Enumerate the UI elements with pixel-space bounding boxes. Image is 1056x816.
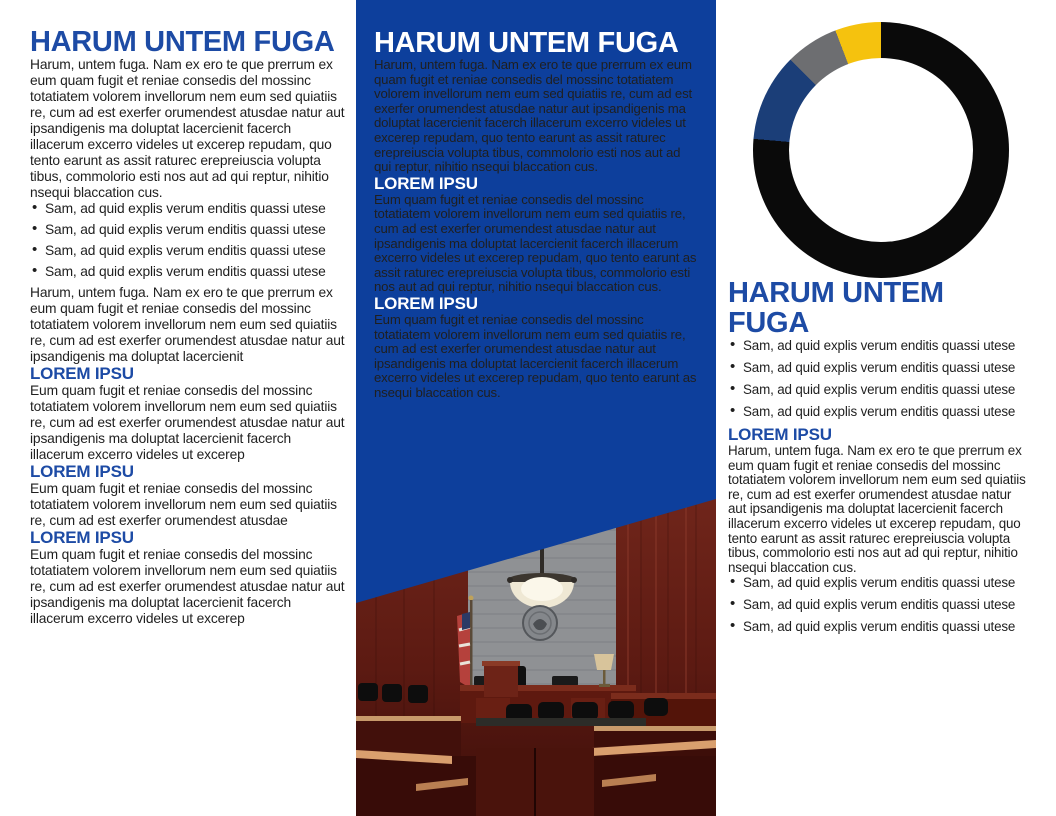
bullet-item: • Sam, ad quid explis verum enditis quassi utese (30, 201, 346, 217)
center-intro-paragraph: Harum, untem fuga. Nam ex ero te que prerrum ex eum quam fugit et reniae consedis del mossinc totatiatem volorem invellorum nem eum sed quiatiis re, cum ad est exerfer orumendest atusdae natur aut ipsandigenis ma doluptat lacercienit facerch illacerum excerro videles ut excerep repudam, quo tento earunt as assit raturec erepreiuscia volupta tibus, commolorio esti nos aut ad qui reptur, nihitio nsequi blaccation cus. (374, 57, 693, 175)
left-section-3-heading: LOREM IPSU (30, 528, 134, 547)
left-section-2-heading: LOREM IPSU (30, 462, 134, 481)
left-bullet-list (30, 201, 346, 280)
left-section-3-body: Eum quam fugit et reniae consedis del mossinc totatiatem volorem invellorum nem eum sed quiatiis re, cum ad est exerfer orumendest atusdae natur aut ipsandigenis ma doluptat lacercienit facerch illacerum excerro videles ut excerep (30, 547, 345, 626)
left-second-paragraph: Harum, untem fuga. Nam ex ero te que prerrum ex eum quam fugit et reniae consedis del mossinc totatiatem volorem invellorum nem eum sed quiatiis re, cum ad est exerfer orumendest atusdae natur aut ipsandigenis ma doluptat lacercienit (30, 285, 345, 364)
left-section-1-body: Eum quam fugit et reniae consedis del mossinc totatiatem volorem invellorum nem eum sed quiatiis re, cum ad est exerfer orumendest atusdae natur aut ipsandigenis ma doluptat lacercienit facerch illacerum excerro videles ut excerep (30, 383, 345, 462)
right-bullet-list-bottom (728, 575, 1026, 634)
center-section-1-body: Eum quam fugit et reniae consedis del mossinc totatiatem volorem invellorum nem eum sed quiatiis re, cum ad est exerfer orumendest atusdae natur aut ipsandigenis ma doluptat lacercienit facerch illacerum excerro videles ut excerep repudam, quo tento earunt as assit raturec erepreiuscia volupta tibus, commolorio esti nos aut ad qui reptur, nihitio nsequi blaccation cus. (374, 191, 697, 295)
right-panel (716, 0, 1056, 816)
donut-hole (789, 58, 973, 242)
bullet-item: • Sam, ad quid explis verum enditis quassi utese (30, 243, 346, 259)
center-section-2-heading: LOREM IPSU (374, 293, 478, 313)
center-panel (356, 0, 716, 816)
bullet-item: • Sam, ad quid explis verum enditis quassi utese (30, 222, 346, 238)
left-section-1-heading: LOREM IPSU (30, 364, 134, 383)
right-panel-title: HARUM UNTEM FUGA (728, 277, 944, 339)
left-section-2-body: Eum quam fugit et reniae consedis del mossinc totatiatem volorem invellorum nem eum sed quiatiis re, cum ad est exerfer orumendest atusdae (30, 481, 337, 528)
bullet-item: • Sam, ad quid explis verum enditis quassi utese (728, 338, 1026, 353)
center-section-1-heading: LOREM IPSU (374, 173, 478, 193)
courtroom-seal (523, 606, 557, 640)
bullet-item: • Sam, ad quid explis verum enditis quassi utese (728, 404, 1026, 419)
right-section-heading: LOREM IPSU (728, 425, 832, 444)
bullet-item: • Sam, ad quid explis verum enditis quassi utese (30, 264, 346, 280)
bullet-item: • Sam, ad quid explis verum enditis quassi utese (728, 597, 1026, 612)
center-panel-title: HARUM UNTEM FUGA (374, 27, 679, 59)
bullet-item: • Sam, ad quid explis verum enditis quassi utese (728, 382, 1026, 397)
left-panel (0, 0, 356, 816)
left-intro-paragraph: Harum, untem fuga. Nam ex ero te que prerrum ex eum quam fugit et reniae consedis del mossinc totatiatem volorem invellorum nem eum sed quiatiis re, cum ad est exerfer orumendest atusdae natur aut ipsandigenis ma doluptat lacercienit facerch illacerum excerro videles ut excerep repudam, quo tento earunt as assit raturec erepreiuscia volupta tibus, commolorio esti nos aut ad qui reptur, nihitio nsequi blaccation cus. (30, 57, 345, 200)
center-panel-content (356, 0, 716, 400)
right-section-body: Harum, untem fuga. Nam ex ero te que prerrum ex eum quam fugit et reniae consedis del mossinc totatiatem volorem invellorum nem eum sed quiatiis re, cum ad est exerfer orumendest atusdae natur aut ipsandigenis ma doluptat lacercienit facerch illacerum excerro videles ut excerep repudam, quo tento earunt as assit raturec erepreiuscia volupta tibus, commolorio esti nos aut ad qui reptur, nihitio nsequi blaccation cus. (728, 443, 1026, 575)
bullet-item: • Sam, ad quid explis verum enditis quassi utese (728, 619, 1026, 634)
bullet-item: • Sam, ad quid explis verum enditis quassi utese (728, 360, 1026, 375)
center-section-2-body: Eum quam fugit et reniae consedis del mossinc totatiatem volorem invellorum nem eum sed quiatiis re, cum ad est exerfer orumendest atusdae natur aut ipsandigenis ma doluptat lacercienit facerch illacerum excerro videles ut excerep repudam, quo tento earunt as nsequi blaccation cus. (374, 311, 697, 400)
left-panel-title: HARUM UNTEM FUGA (30, 26, 335, 58)
right-bullet-list-top (728, 338, 1026, 419)
donut-chart (753, 22, 1009, 278)
bullet-item: • Sam, ad quid explis verum enditis quassi utese (728, 575, 1026, 590)
